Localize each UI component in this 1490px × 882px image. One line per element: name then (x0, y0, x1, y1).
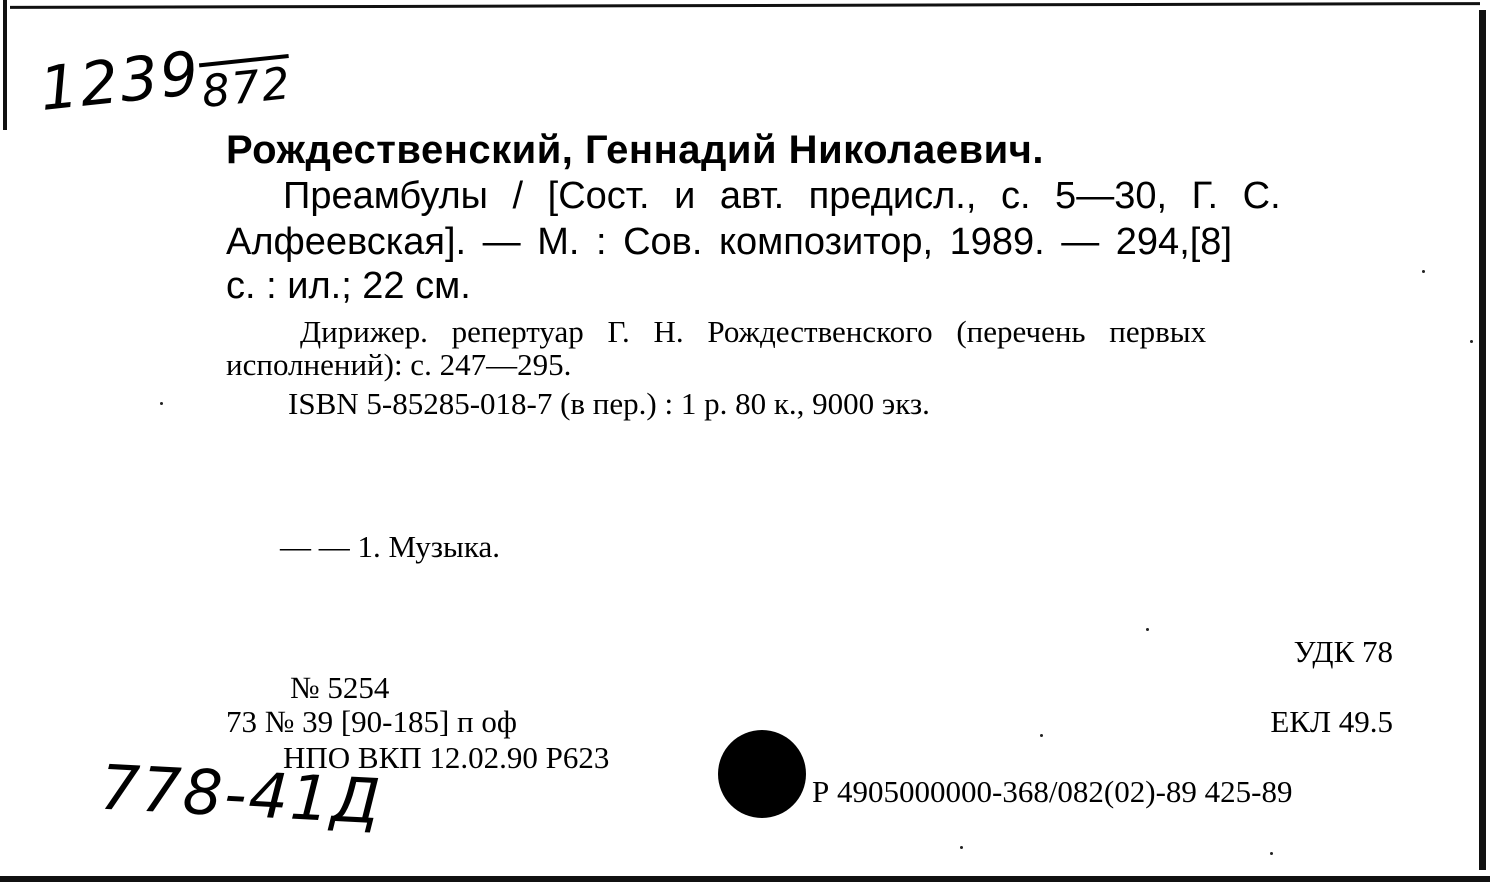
udk-code: УДК 78 (1293, 634, 1393, 669)
card-border-top (10, 2, 1480, 9)
ekl-code: ЕКЛ 49.5 (1270, 704, 1393, 739)
handwritten-number: 1239 (36, 38, 204, 125)
index-code: Р 4905000000-368/082(02)-89 425-89 (812, 774, 1293, 809)
batch-line: 73 № 39 [90-185] п оф (226, 704, 517, 739)
handwritten-inventory-number (37, 29, 295, 135)
subject-heading: — — 1. Музыка. (280, 529, 500, 564)
speck (960, 846, 963, 849)
card-border-bottom (0, 876, 1490, 882)
title-line-2: Алфеевская]. — М. : Сов. композитор, 1989. — 294,[8] (226, 221, 1232, 263)
speck (1146, 628, 1149, 631)
speck (1040, 734, 1043, 737)
card-border-left (3, 0, 7, 130)
npo-line: НПО ВКП 12.02.90 Р623 (283, 740, 610, 775)
speck (1270, 852, 1273, 855)
note-line-2: исполнений): с. 247—295. (226, 347, 572, 382)
author-heading: Рождественский, Геннадий Николаевич. (226, 128, 1044, 172)
note-line-1: Дирижер. репертуар Г. Н. Рождественского (перечень первых (300, 314, 1207, 349)
handwritten-fraction: 872 (199, 57, 295, 119)
speck (1470, 340, 1473, 343)
title-line-1: Преамбулы / [Сост. и авт. предисл., с. 5—30, Г. С. (283, 175, 1281, 217)
catalog-number: № 5254 (290, 670, 390, 705)
speck (160, 402, 163, 405)
isbn-line: ISBN 5-85285-018-7 (в пер.) : 1 р. 80 к., 9000 экз. (288, 386, 930, 421)
speck (1422, 270, 1425, 273)
handwritten-shelf-code: 778-41Д (98, 750, 384, 839)
card-border-right (1479, 10, 1486, 870)
title-line-3: с. : ил.; 22 см. (226, 265, 471, 307)
punch-hole-mark (718, 730, 806, 818)
